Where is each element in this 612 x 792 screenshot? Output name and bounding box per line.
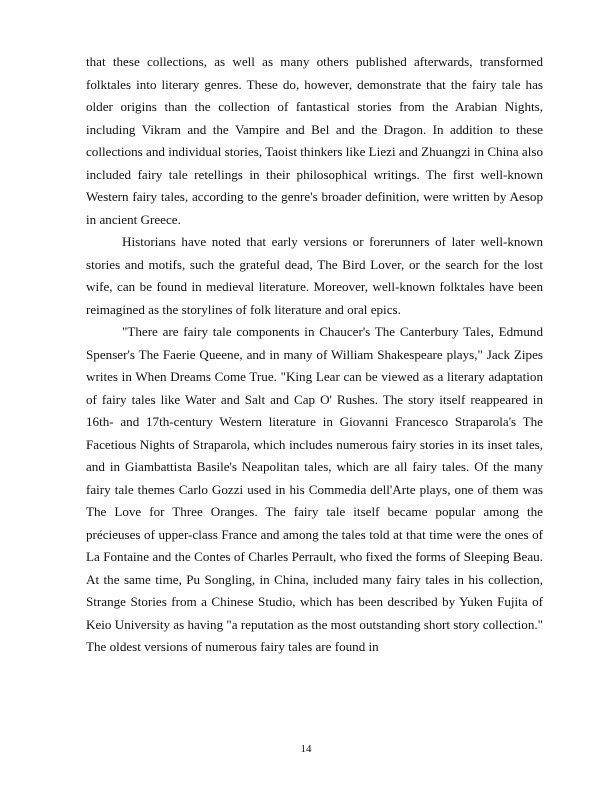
paragraph-2: Historians have noted that early versions or forerunners of later well-known stories and motifs, such the grateful dead, The Bird Lover, or the search for the lost wife, can be found in medieval literature. Moreover, well-known folktales have been reimagined as the storylines of folk literature and oral epics.: [86, 234, 543, 317]
body-text: [86, 51, 543, 659]
paragraph-1-continued: that these collections, as well as many others published afterwards, transformed folktales into literary genres. These do, however, demonstrate that the fairy tale has older origins than the collection of fantastical stories from the Arabian Nights, including Vikram and the Vampire and Bel and the Dragon. In addition to these collections and individual stories, Taoist thinkers like Liezi and Zhuangzi in China also included fairy tale retellings in their philosophical writings. The first well-known Western fairy tales, according to the genre's broader definition, were written by Aesop in ancient Greece.: [86, 54, 543, 227]
paragraph-3: "There are fairy tale components in Chaucer's The Canterbury Tales, Edmund Spenser's The Faerie Queene, and in many of William Shakespeare plays," Jack Zipes writes in When Dreams Come True. "King Lear can be viewed as a literary adaptation of fairy tales like Water and Salt and Cap O' Rushes. The story itself reappeared in 16th- and 17th-century Western literature in Giovanni Francesco Straparola's The Facetious Nights of Straparola, which includes numerous fairy stories in its inset tales, and in Giambattista Basile's Neapolitan tales, which are all fairy tales. Of the many fairy tale themes Carlo Gozzi used in his Commedia dell'Arte plays, one of them was The Love for Three Oranges. The fairy tale itself became popular among the précieuses of upper-class France and among the tales told at that time were the ones of La Fontaine and the Contes of Charles Perrault, who fixed the forms of Sleeping Beau. At the same time, Pu Songling, in China, included many fairy tales in his collection, Strange Stories from a Chinese Studio, which has been described by Yuken Fujita of Keio University as having "a reputation as the most outstanding short story collection." The oldest versions of numerous fairy tales are found in: [86, 324, 543, 654]
page-number: 14: [300, 743, 312, 755]
